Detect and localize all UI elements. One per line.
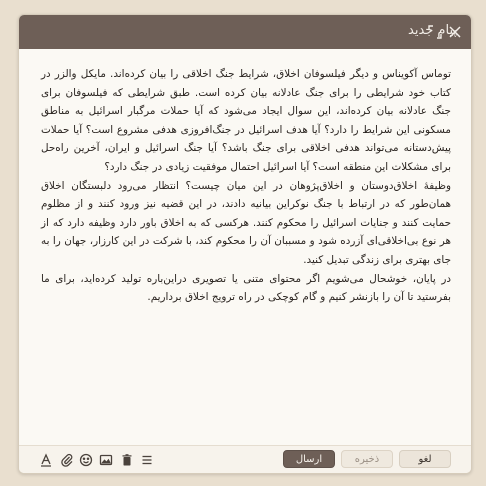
message-body[interactable] <box>41 65 451 307</box>
attach-icon[interactable] <box>60 453 74 467</box>
save-button[interactable]: ذخیره <box>341 450 393 468</box>
text-format-icon[interactable] <box>39 453 53 467</box>
message-paragraph-1: توماس آکویناس و دیگر فیلسوفان اخلاق، شرایط جنگ اخلاقی را بیان کرده‌اند. مایکل والزر در کتاب خود شرایطی را برای جنگ عادلانه بیان کرده است. طبق شرایطی که فیلسوفان برای جنگ عادلانه بیان کرده‌اند، این سوال ایجاد می‌شود که آیا حملات مرگبار اسرائیل به مناطق مسکونی این شرایط را دارد؟ آیا هدف اسرائیل در جنگ‌افروزی هدفی مشروع است؟ آیا حملات پیش‌دستانه می‌تواند هدفی اخلاقی برای جنگ باشد؟ آیا جنگ اسرائیل و ایران، آخرین راه‌حل برای مشکلات این منطقه است؟ آیا اسرائیل احتمال موفقیت زیادی در جنگ دارد؟ <box>41 68 451 173</box>
message-paragraph-2: وظیفهٔ اخلاق‌دوستان و اخلاق‌پژوهان در این میان چیست؟ انتظار می‌رود دلبستگان اخلاق همان‌طور که در ارتباط با جنگ نوکراین بیانیه دادند، در این قضیه نیز ورود کنند و از مظلوم حمایت کنند و جنایات اسرائیل را محکوم کنند. هرکسی که به اخلاق باور دارد وظیفه دارد که از هر نوع بی‌اخلاقی‌ای آزرده شود و مسببان آن را محکوم کند، با شرکت در این کارزار، جهان را به جای بهتری برای زندگی تبدیل کنید. <box>41 179 451 266</box>
emoji-icon[interactable] <box>79 453 93 467</box>
cancel-button[interactable]: لغو <box>399 450 451 468</box>
more-options-icon[interactable] <box>140 453 154 467</box>
compose-window <box>18 14 472 474</box>
trash-icon[interactable] <box>120 453 134 467</box>
compose-toolbar <box>19 445 471 474</box>
image-icon[interactable] <box>99 453 113 467</box>
message-paragraph-3: در پایان، خوشحال می‌شویم اگر محتوای متنی یا تصویری دراین‌باره تولید کرده‌اید، برای ما بفرستید تا آن را بازنشر کنیم و گام کوچکی در راه ترویج اخلاق برداریم. <box>41 272 451 304</box>
title-bar[interactable] <box>19 15 471 49</box>
window-title: پیام جدید <box>408 23 457 38</box>
send-button[interactable]: ارسال <box>283 450 335 468</box>
